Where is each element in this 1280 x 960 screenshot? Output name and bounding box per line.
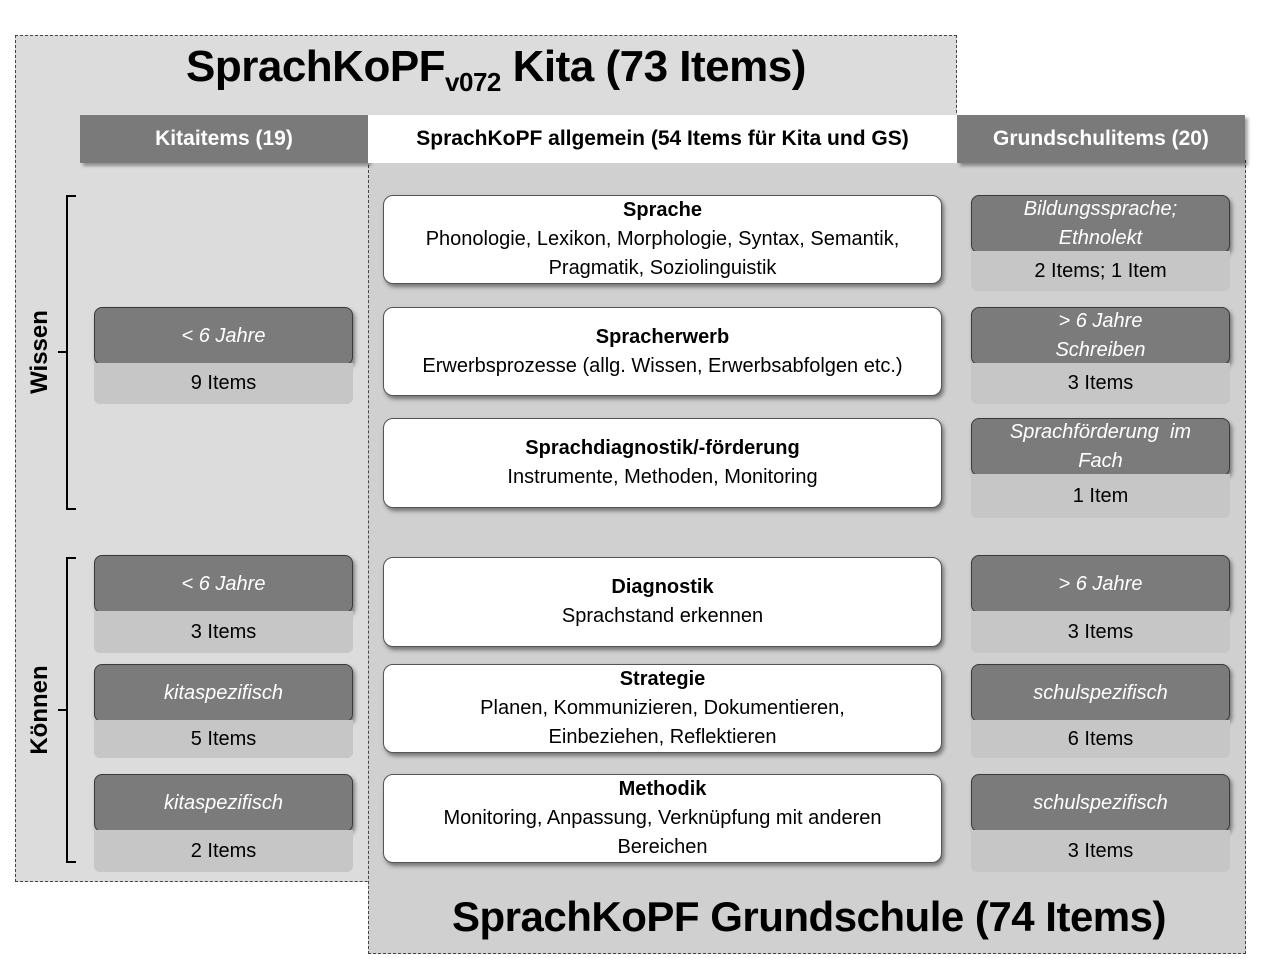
kita-item-count: 9 Items <box>94 363 353 404</box>
kita-item-label <box>94 307 353 365</box>
wissen-label: Wissen <box>26 310 53 394</box>
kita-item-group <box>94 774 353 872</box>
grundschule-title: SprachKoPF Grundschule (74 Items) <box>452 893 1166 940</box>
gs-item-group <box>971 774 1230 872</box>
center-box-methodik <box>383 774 942 863</box>
kita-item-group <box>94 555 353 653</box>
center-box-title: Diagnostik <box>611 576 714 598</box>
gs-item-count: 6 Items <box>971 720 1230 758</box>
gs-item-group <box>971 418 1230 518</box>
center-box-line: Planen, Kommunizieren, Dokumentieren, <box>480 697 845 719</box>
kita-item-count: 2 Items <box>94 830 353 872</box>
kita-item-label-line: kitaspezifisch <box>164 681 283 704</box>
kita-items-header: Kitaitems (19) <box>80 115 368 163</box>
center-box-line: Monitoring, Anpassung, Verknüpfung mit anderen <box>443 807 882 829</box>
kita-item-label-line: < 6 Jahre <box>181 324 266 347</box>
kita-item-label <box>94 774 353 832</box>
wissen-bracket-tick <box>58 351 66 353</box>
grundschule-items-header: Grundschulitems (20) <box>957 115 1245 163</box>
gs-item-label-line: > 6 Jahre <box>1058 310 1143 332</box>
kita-item-label-line: kitaspezifisch <box>164 791 283 814</box>
center-box-line: Pragmatik, Soziolinguistik <box>548 257 777 279</box>
kita-item-label-line: < 6 Jahre <box>181 572 266 595</box>
koennen-bracket <box>66 557 76 863</box>
kita-item-label <box>94 555 353 613</box>
gs-item-group <box>971 195 1230 291</box>
koennen-label: Können <box>26 665 53 755</box>
center-box-sprache <box>383 195 942 284</box>
kita-title: SprachKoPF$_{v072}$ Kita (73 Items) <box>186 42 806 97</box>
center-box-title: Methodik <box>618 778 707 800</box>
gs-item-label-line: Bildungssprache; <box>1023 198 1178 220</box>
center-box-spracherwerb <box>383 307 942 396</box>
gs-item-label <box>971 664 1230 722</box>
gs-item-label <box>971 195 1230 253</box>
gs-item-label-line: Ethnolekt <box>1058 227 1143 249</box>
center-box-strategie <box>383 664 942 753</box>
center-box-title: Strategie <box>619 668 706 690</box>
gs-item-label-line: > 6 Jahre <box>1058 572 1143 595</box>
wissen-bracket <box>66 195 76 510</box>
center-box-line: Sprachstand erkennen <box>561 605 764 627</box>
gs-item-label <box>971 307 1230 365</box>
gs-item-label-line: schulspezifisch <box>1033 791 1168 814</box>
kita-item-label <box>94 664 353 722</box>
center-box-diagnostik <box>383 557 942 647</box>
center-box-line: Einbeziehen, Reflektieren <box>548 726 777 748</box>
gs-item-label <box>971 418 1230 476</box>
gs-item-label <box>971 555 1230 613</box>
gs-item-group <box>971 664 1230 758</box>
gs-item-group <box>971 307 1230 404</box>
gs-item-label <box>971 774 1230 832</box>
gs-item-group <box>971 555 1230 653</box>
center-box-line: Bereichen <box>617 836 708 858</box>
gs-item-label-line: Schreiben <box>1055 339 1146 361</box>
center-box-title: Sprachdiagnostik/-förderung <box>525 437 800 459</box>
kita-item-count: 5 Items <box>94 720 353 758</box>
center-box-title: Spracherwerb <box>595 325 730 348</box>
center-box-line: Erwerbsprozesse (allg. Wissen, Erwerbsabfolgen etc.) <box>422 354 903 377</box>
center-box-title: Sprache <box>623 199 702 221</box>
gs-item-count: 3 Items <box>971 611 1230 653</box>
koennen-bracket-tick <box>58 709 66 711</box>
gs-item-count: 3 Items <box>971 363 1230 404</box>
gs-item-label-line: schulspezifisch <box>1033 681 1168 704</box>
gs-item-count: 3 Items <box>971 830 1230 872</box>
gs-item-count: 1 Item <box>971 474 1230 518</box>
center-box-sprachdiagnostik <box>383 418 942 508</box>
gs-item-label-line: Fach <box>1078 450 1123 472</box>
kita-item-group <box>94 664 353 758</box>
center-box-line: Instrumente, Methoden, Monitoring <box>507 466 818 488</box>
center-box-line: Phonologie, Lexikon, Morphologie, Syntax, Semantik, <box>425 228 900 250</box>
gs-item-label-line: Sprachförderung im <box>1009 421 1192 443</box>
general-items-header: SprachKoPF allgemein (54 Items für Kita und GS) <box>368 115 957 163</box>
kita-item-group <box>94 307 353 404</box>
kita-item-count: 3 Items <box>94 611 353 653</box>
gs-item-count: 2 Items; 1 Item <box>971 251 1230 291</box>
